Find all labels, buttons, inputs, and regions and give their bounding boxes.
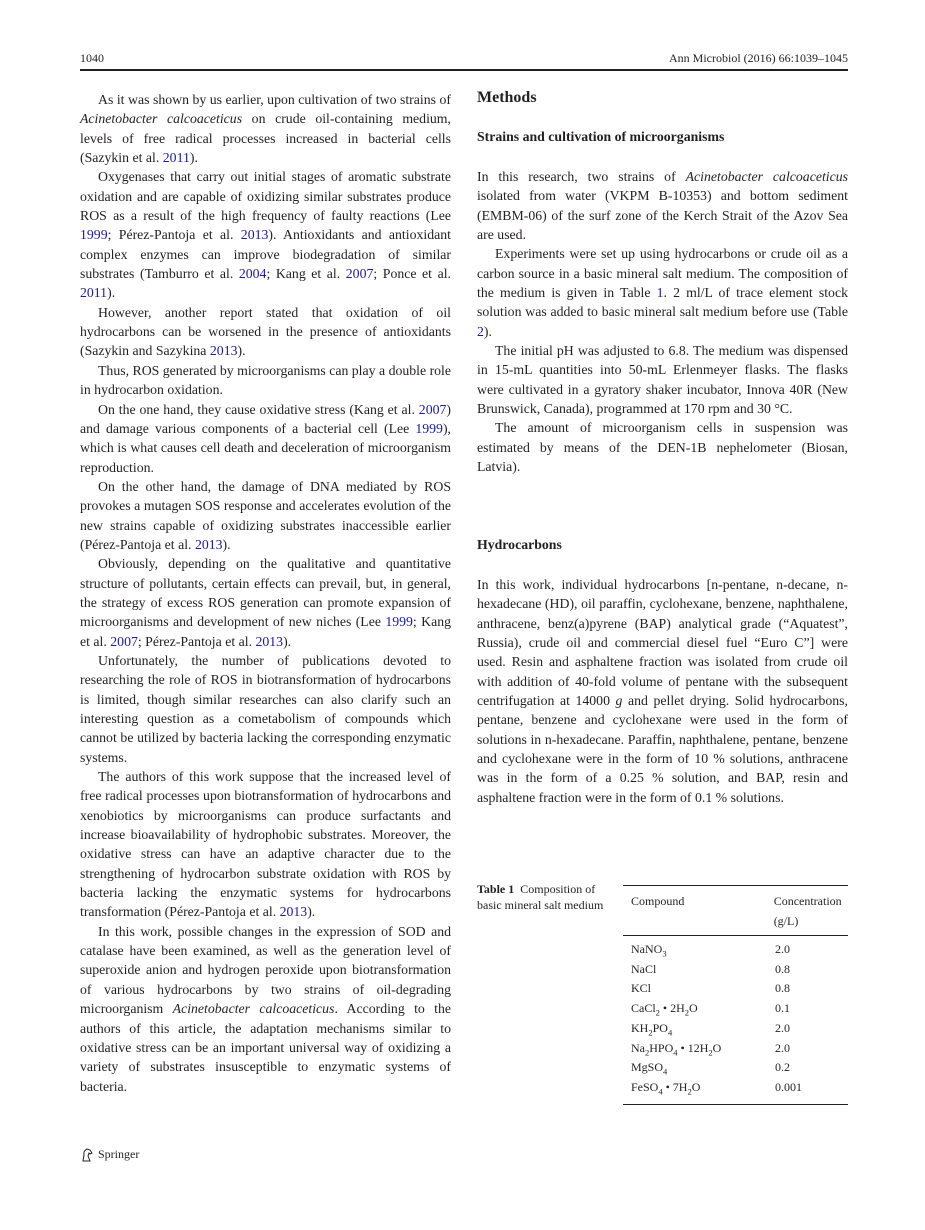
subsection-heading-strains: Strains and cultivation of microorganisms [477, 129, 725, 144]
hydrocarbons-section-body [477, 575, 848, 807]
text-run: O [712, 1040, 722, 1055]
text-run: ). [222, 536, 231, 552]
text-run: and pellet drying. Solid hydrocarbons, pentane, benzene and cyclohexane were used in the form of solutions in n-hexadecane. Paraffin, naphthalene, pentane, benzene and cyclohexane were in the form of 10 % solutions, anthracene was in the form of a 0.25 % solution, and BAP, resin and asphaltene fraction were in the form of 0.1 % solutions. [477, 693, 849, 805]
subscript: 4 [673, 1046, 678, 1057]
text-run: Unfortunately, the number of publications devoted to researching the role of ROS in biotransformation of hydrocarbons is limited, though similar researches can also clarify such an interesting question as a cometabolism of compounds which cannot be utilized by bacteria lacking the corresponding enzymatic systems. [80, 652, 451, 765]
concentration-cell: 0.1 [775, 1001, 790, 1016]
citation-link[interactable]: 2004 [238, 266, 267, 282]
concentration-cell: 0.2 [775, 1060, 790, 1075]
citation-link[interactable]: 1999 [385, 614, 413, 630]
journal-citation: Ann Microbiol (2016) 66:1039–1045 [669, 51, 848, 65]
citation-link[interactable]: 2013 [209, 343, 238, 359]
table-row [623, 1078, 848, 1098]
text-run: Thus, ROS generated by microorganisms can play a double role in hydrocarbon oxidation. [80, 362, 452, 398]
text-run: The initial pH was adjusted to 6.8. The medium was dispensed in 15-mL quantities into 50-mL Erlenmeyer flasks. The flasks were cultivated in a gyratory shaker incubator, Innova 40R (New Brunswick, Canada), programmed at 170 rpm and 30 °C. [477, 343, 848, 417]
italic-text: Acinetobacter calcoaceticus [80, 111, 243, 127]
subscript: 2 [648, 1027, 653, 1038]
text-run: KH [631, 1020, 649, 1035]
text-run: . 2 ml/L of trace element stock solution was added to basic mineral salt medium before use (Table [477, 285, 848, 320]
citation-link[interactable]: 2 [477, 323, 484, 339]
subscript: 2 [684, 1007, 690, 1018]
text-run: ; Kang et al. [80, 614, 451, 649]
text-run: CaCl [631, 1001, 656, 1016]
strains-section-body [477, 167, 848, 477]
text-run: ). [307, 904, 316, 920]
paragraph [80, 90, 451, 167]
subscript: 4 [667, 1027, 673, 1038]
table-row [623, 940, 848, 960]
paragraph [477, 244, 848, 341]
concentration-cell: 2.0 [775, 1040, 790, 1055]
text-run: O [691, 1079, 701, 1094]
citation-link[interactable]: 2007 [345, 266, 374, 282]
compound-cell [631, 1039, 775, 1059]
text-run: Oxygenases that carry out initial stages of aromatic substrate oxidation and are capable of oxidizing similar substrates produce ROS as a result of the high frequency of faulty reactions (Lee [80, 169, 451, 224]
paragraph [80, 554, 451, 651]
text-run: KCl [631, 981, 652, 996]
citation-link[interactable]: 2013 [279, 904, 308, 920]
table-label: Table 1 [477, 882, 515, 896]
column-header-concentration: Concentration (g/L) [773, 894, 842, 928]
text-run: MgSO [631, 1060, 664, 1075]
citation-link[interactable]: 1 [656, 285, 664, 301]
compound-cell [631, 960, 775, 980]
footer [80, 1147, 139, 1162]
table-row [623, 960, 848, 980]
citation-link[interactable]: 2011 [80, 285, 108, 301]
text-run: • 7H [662, 1079, 688, 1094]
citation-link[interactable]: 2013 [194, 536, 223, 552]
subscript: 4 [658, 1086, 663, 1097]
text-run: Experiments were set up using hydrocarbons or crude oil as a carbon source in a basic mineral salt medium. The composition of the medium is given in Table [477, 246, 848, 301]
springer-horse-logo-icon [80, 1148, 94, 1162]
text-run: NaNO [631, 942, 663, 956]
subscript: 4 [663, 1066, 668, 1077]
text-run: In this research, two strains of [477, 169, 686, 184]
concentration-cell: 0.001 [775, 1079, 802, 1094]
table-caption [477, 882, 612, 913]
subscript: 2 [708, 1046, 713, 1057]
text-run: ). [189, 150, 198, 166]
section-heading-methods: Methods [477, 89, 537, 106]
text-run: On the one hand, they cause oxidative stress (Kang et al. [98, 401, 419, 417]
citation-link[interactable]: 1999 [80, 227, 108, 243]
text-run: FeSO [631, 1079, 659, 1094]
citation-link[interactable]: 2013 [240, 227, 269, 243]
table-row [623, 1058, 848, 1078]
subscript: 2 [655, 1007, 660, 1018]
compound-cell [631, 1019, 775, 1039]
text-run: In this work, possible changes in the expression of SOD and catalase have been examined, as well as the generation level of superoxide anion and hydrogen peroxide upon biotransformation of various hydrocarbons by two strains of oil-degrading microorganism [80, 923, 451, 1017]
text-run: ). [107, 285, 116, 301]
paragraph [80, 167, 451, 302]
text-run: ; Ponce et al. [373, 266, 451, 282]
table-row [623, 1019, 848, 1039]
text-run: on crude oil-containing medium, levels of free radical processes increased in bacterial cells (Sazykin et al. [80, 111, 451, 166]
text-run: On the other hand, the damage of DNA mediated by ROS provokes a mutagen SOS response and accelerates evolution of the new strains capable of oxidizing substrates inaccessible earlier (Pérez-Pantoja et al. [80, 478, 451, 552]
paragraph [477, 575, 848, 807]
paragraph [80, 651, 451, 767]
subsection-heading-hydrocarbons: Hydrocarbons [477, 537, 562, 552]
concentration-cell: 2.0 [775, 1020, 790, 1035]
left-column [80, 90, 451, 1096]
text-run: O [689, 1001, 698, 1016]
paragraph [80, 303, 451, 361]
citation-link[interactable]: 2007 [418, 401, 447, 417]
paragraph [80, 361, 451, 400]
paragraph [80, 767, 451, 922]
text-run: ). [237, 343, 246, 359]
paragraph [477, 418, 848, 476]
text-run: ). [283, 633, 292, 649]
italic-text: g [615, 693, 623, 709]
paragraph [80, 400, 451, 477]
text-run: isolated from water (VKPM B-10353) and bottom sediment (EMBM-06) of the surf zone of the Kerch Strait of the Azov Sea are used. [477, 188, 848, 243]
compound-cell [631, 979, 775, 999]
citation-link[interactable]: 2007 [110, 633, 138, 649]
text-run: NaCl [631, 961, 657, 976]
composition-table [623, 885, 848, 1105]
compound-cell [631, 1058, 775, 1078]
text-run: PO [652, 1020, 668, 1035]
text-run: ) and damage various components of a bacterial cell (Lee [80, 401, 451, 436]
paragraph [80, 922, 451, 1096]
table-body [623, 936, 848, 1104]
text-run: Obviously, depending on the qualitative and quantitative structure of pollutants, certain effects can prevail, but, in general, the strategy of excess ROS generation can promote expansion of microorganisms and development of new niches (Lee [80, 556, 451, 630]
text-run: ). Antioxidants and antioxidant complex enzymes can improve biodegradation of similar substrates (Tamburro et al. [80, 227, 451, 282]
table-row [623, 999, 848, 1019]
paragraph [80, 477, 451, 554]
text-run: ; Pérez-Pantoja et al. [107, 227, 241, 243]
text-run: HPO [649, 1040, 674, 1055]
paragraph [477, 341, 848, 418]
text-run: • 2H [659, 1001, 685, 1016]
text-run: The amount of microorganism cells in suspension was estimated by means of the DEN-1B nephelometer (Biosan, Latvia). [477, 420, 848, 475]
paragraph [477, 167, 848, 244]
text-run: As it was shown by us earlier, upon cultivation of two strains of [98, 92, 451, 107]
header-rule [80, 69, 848, 71]
subscript: 2 [687, 1086, 692, 1097]
table-caption-text: Composition of basic mineral salt medium [477, 882, 604, 912]
italic-text: Acinetobacter calcoaceticus [685, 169, 849, 184]
italic-text: Acinetobacter calcoaceticus [172, 1001, 335, 1017]
compound-cell [631, 940, 775, 960]
table-header-row [623, 886, 848, 936]
compound-cell [631, 999, 775, 1019]
column-header-compound: Compound [631, 894, 685, 908]
text-run: ), which is what causes cell death and deceleration of microorganism reproduction. [80, 420, 451, 475]
text-run: The authors of this work suppose that the increased level of free radical processes upon biotransformation of hydrocarbons and xenobiotics by microorganisms can produce surfactants and increase bioavailability of hydrophobic substrates. Moreover, the oxidative stress can have an adaptive character due to the strengthening of hydrocarbon substrate oxidation with ROS by bacteria lacking the enzymatic systems for hydrocarbons transformation (Pérez-Pantoja et al. [80, 769, 451, 920]
concentration-cell: 2.0 [775, 942, 790, 956]
page-number: 1040 [80, 51, 104, 65]
text-run: ). [483, 323, 492, 339]
text-run: However, another report stated that oxidation of oil hydrocarbons can be worsened in the presence of antioxidants (Sazykin and Sazykina [80, 304, 451, 359]
citation-link[interactable]: 1999 [415, 420, 443, 436]
concentration-cell: 0.8 [775, 961, 790, 976]
text-run: • 12H [677, 1040, 709, 1055]
text-run: ; Kang et al. [266, 266, 346, 282]
text-run: ; Pérez-Pantoja et al. [137, 633, 256, 649]
text-run: . According to the authors of this article, the adaptation mechanisms similar to oxidative stress can be an important universal way of oxidizing a variety of substrates insusceptible to enzymatic systems of bacteria. [80, 1001, 451, 1094]
text-run: Na [631, 1040, 645, 1055]
table-row [623, 1039, 848, 1059]
compound-cell [631, 1078, 775, 1098]
table-row [623, 979, 848, 999]
concentration-cell: 0.8 [775, 981, 790, 996]
subscript: 2 [645, 1046, 650, 1057]
citation-link[interactable]: 2011 [162, 150, 190, 166]
subscript: 3 [662, 948, 667, 959]
citation-link[interactable]: 2013 [255, 633, 284, 649]
text-run: In this work, individual hydrocarbons [n-pentane, n-decane, n-hexadecane (HD), oil paraffin, cyclohexane, benzene, naphthalene, anthracene, benz(a)pyrene (BAP) analytical grade (“Aquatest”, Russia), crude oil and commercial diesel fuel “Euro C”] were used. Resin and asphaltene fraction was isolated from crude oil with addition of 40-fold volume of pentane with the subsequent centrifugation at 14000 [477, 577, 848, 709]
publisher-name: Springer [98, 1147, 140, 1161]
